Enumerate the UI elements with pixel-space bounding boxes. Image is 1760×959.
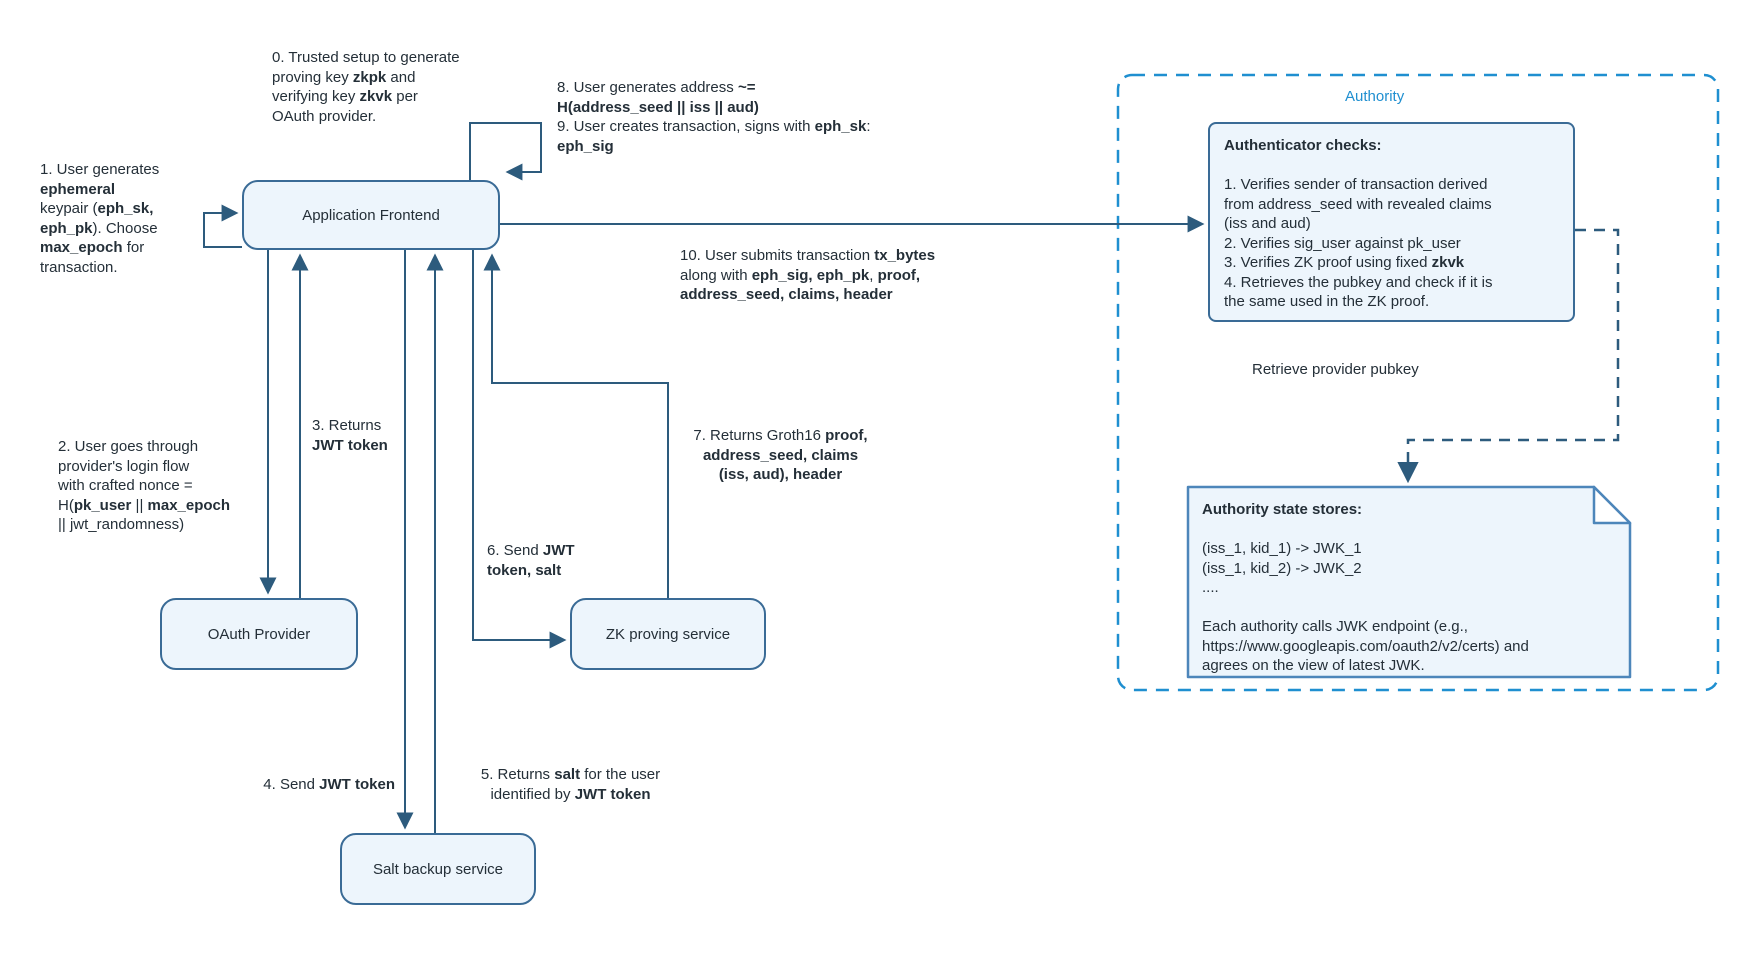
annotation-step2-login-flow: 2. User goes through provider's login flow with crafted nonce = H(pk_user || max_epoch || jwt_randomness) [58, 438, 231, 533]
annotation-step4-send-jwt: 4. Send JWT token [263, 776, 395, 793]
annotation-step8-9-address-transaction: 8. User generates address ~= H(address_seed || iss || aud) 9. User creates transaction, signs with eph_sk: eph_sig [557, 79, 871, 155]
node-zk-proving-service-label: ZK proving service [605, 625, 731, 643]
node-zk-proving-service [570, 598, 766, 670]
arrow-step1-self-loop [204, 213, 242, 247]
arrow-step6-send-jwt-salt [473, 250, 564, 640]
annotation-step10-submit-transaction: 10. User submits transaction tx_bytes along with eph_sig, eph_pk, proof, address_seed, claims, header [680, 247, 936, 303]
annotation-step7-returns-proof: 7. Returns Groth16 proof, address_seed, claims (iss, aud), header [693, 427, 868, 483]
node-oauth-provider [160, 598, 358, 670]
node-salt-backup-service-label: Salt backup service [372, 860, 504, 878]
annotation-step0-trusted-setup: 0. Trusted setup to generate proving key zkpk and verifying key zkvk per OAuth provider. [272, 49, 460, 125]
annotation-step1-ephemeral-keypair: 1. User generates ephemeral keypair (eph_sk, eph_pk). Choose max_epoch for transaction. [40, 161, 160, 276]
panel-authenticator-checks: Authenticator checks: 1. Verifies sender of transaction derived from address_seed with revealed claims (iss and aud) 2. Verifies sig_user against pk_user 3. Verifies ZK proof using fixed zkvk 4. Retrieves the pubkey and check if it is the same used in the ZK proof. [1208, 122, 1575, 322]
node-application-frontend-label: Application Frontend [302, 206, 440, 224]
node-oauth-provider-label: OAuth Provider [207, 625, 311, 643]
node-salt-backup-service [340, 833, 536, 905]
arrow-step8-9-self-loop [470, 123, 541, 180]
annotation-step3-returns-jwt: 3. Returns JWT token [312, 417, 388, 454]
annotation-step5-returns-salt: 5. Returns salt for the user identified by JWT token [480, 766, 661, 803]
label-retrieve-provider-pubkey: Retrieve provider pubkey [1252, 361, 1419, 378]
note-authority-state-stores-text: Authority state stores: (iss_1, kid_1) -> JWK_1 (iss_1, kid_2) -> JWK_2 .... Each authority calls JWK endpoint (e.g., https://www.googleapis.com/oauth2/v2/certs) and agrees on the view of latest JWK. [1202, 501, 1529, 674]
node-application-frontend [242, 180, 500, 250]
annotation-step6-send-jwt-salt: 6. Send JWT token, salt [487, 542, 575, 579]
authority-container-label: Authority [1345, 88, 1405, 105]
